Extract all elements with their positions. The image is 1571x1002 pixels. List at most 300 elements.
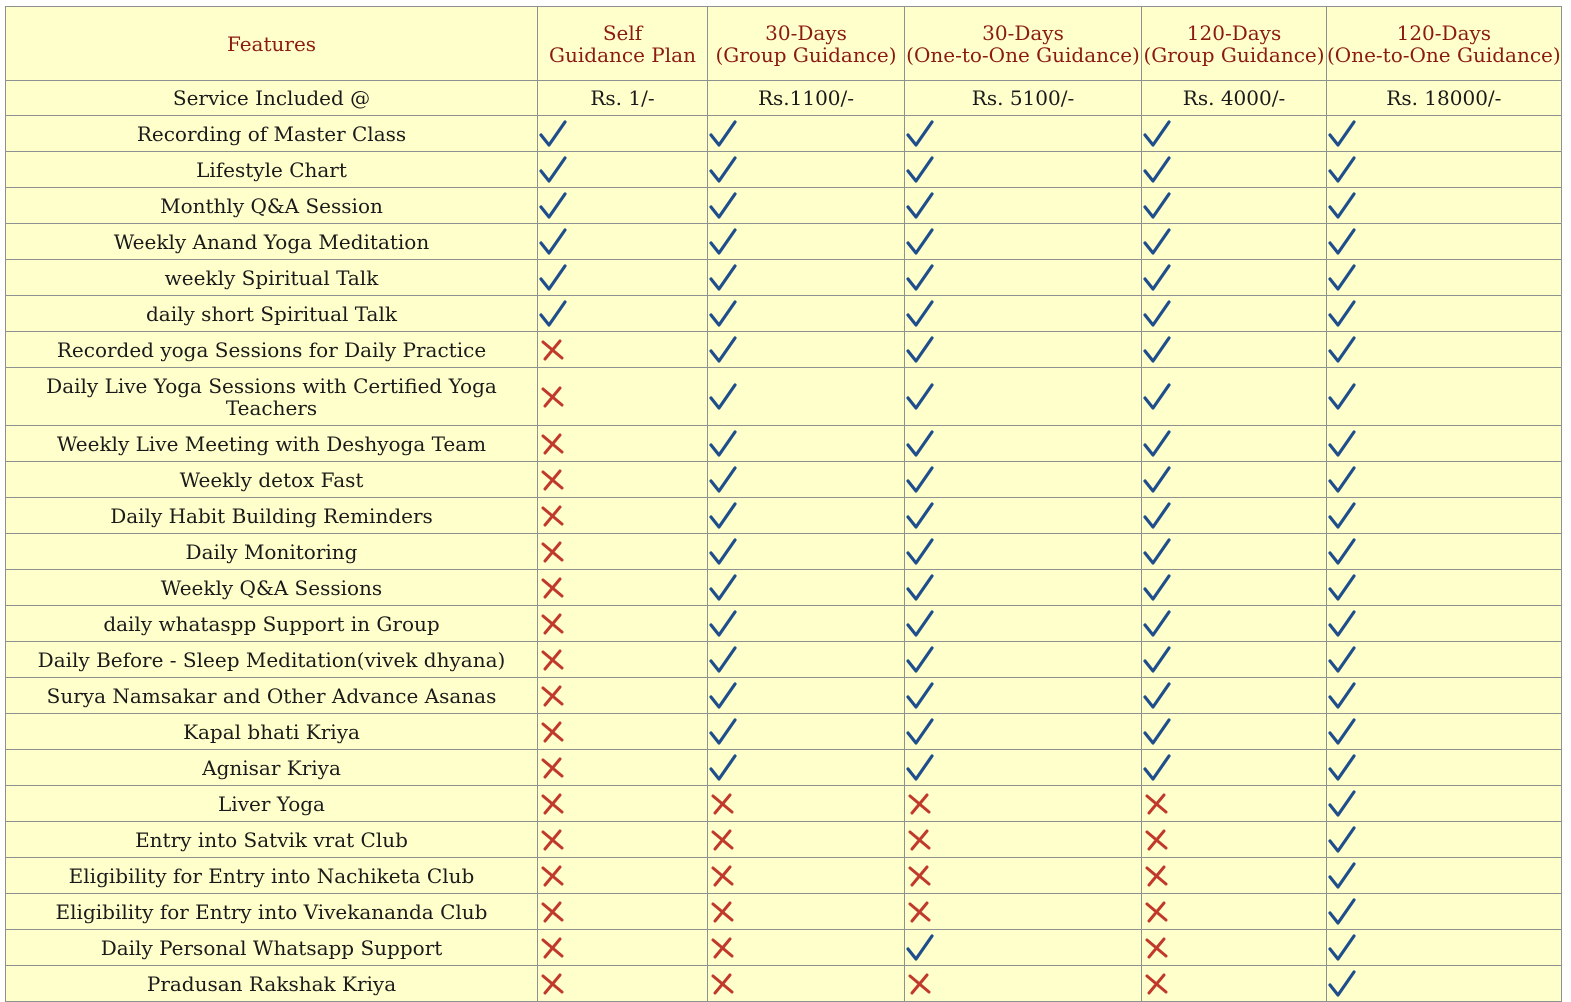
plan-mark-cell bbox=[1142, 570, 1327, 606]
plan-header-line1: 120-Days bbox=[1396, 20, 1492, 45]
feature-label: weekly Spiritual Talk bbox=[6, 260, 538, 296]
feature-label: Pradusan Rakshak Kriya bbox=[6, 966, 538, 1002]
plan-mark-cell bbox=[1142, 152, 1327, 188]
check-icon bbox=[905, 119, 935, 149]
plan-comparison-table bbox=[5, 6, 1562, 1002]
feature-label: Agnisar Kriya bbox=[6, 750, 538, 786]
plan-header-line1: 120-Days bbox=[1186, 20, 1282, 45]
plan-mark-cell bbox=[1327, 786, 1562, 822]
plan-header-line2: Guidance Plan bbox=[549, 42, 696, 67]
check-icon bbox=[905, 573, 935, 603]
plan-mark-cell bbox=[708, 368, 905, 426]
plan-mark-cell bbox=[905, 750, 1142, 786]
check-icon bbox=[905, 609, 935, 639]
plan-mark-cell bbox=[708, 786, 905, 822]
header-row bbox=[6, 7, 1562, 81]
check-icon bbox=[1327, 789, 1357, 819]
table-row bbox=[6, 966, 1562, 1002]
plan-mark-cell bbox=[905, 332, 1142, 368]
plan-mark-cell bbox=[538, 786, 708, 822]
check-icon bbox=[1327, 335, 1357, 365]
plan-mark-cell bbox=[1142, 332, 1327, 368]
plan-mark-cell bbox=[1142, 750, 1327, 786]
table-row bbox=[6, 368, 1562, 426]
cross-icon bbox=[1142, 897, 1172, 927]
check-icon bbox=[708, 227, 738, 257]
check-icon bbox=[1327, 155, 1357, 185]
plan-mark-cell bbox=[538, 534, 708, 570]
check-icon bbox=[1327, 897, 1357, 927]
plan-mark-cell bbox=[708, 858, 905, 894]
price-120-group: Rs. 4000/- bbox=[1142, 81, 1327, 116]
plan-mark-cell bbox=[1142, 462, 1327, 498]
feature-label: Daily Live Yoga Sessions with Certified Yoga Teachers bbox=[6, 368, 538, 426]
cross-icon bbox=[1142, 969, 1172, 999]
plan-mark-cell bbox=[1327, 188, 1562, 224]
table-row bbox=[6, 750, 1562, 786]
cross-icon bbox=[708, 825, 738, 855]
features-header: Features bbox=[6, 7, 538, 81]
plan-mark-cell bbox=[1142, 296, 1327, 332]
plan-mark-cell bbox=[538, 498, 708, 534]
plan-mark-cell bbox=[905, 678, 1142, 714]
check-icon bbox=[708, 537, 738, 567]
check-icon bbox=[905, 537, 935, 567]
plan-mark-cell bbox=[1142, 930, 1327, 966]
check-icon bbox=[905, 227, 935, 257]
plan-header-line1: 30-Days bbox=[765, 20, 847, 45]
check-icon bbox=[1142, 429, 1172, 459]
feature-label: Weekly Anand Yoga Meditation bbox=[6, 224, 538, 260]
cross-icon bbox=[905, 825, 935, 855]
table-row bbox=[6, 894, 1562, 930]
check-icon bbox=[905, 155, 935, 185]
feature-label: Eligibility for Entry into Nachiketa Club bbox=[6, 858, 538, 894]
check-icon bbox=[1327, 227, 1357, 257]
feature-label: Weekly Q&A Sessions bbox=[6, 570, 538, 606]
plan-header-line2: (Group Guidance) bbox=[715, 42, 897, 67]
check-icon bbox=[1327, 969, 1357, 999]
check-icon bbox=[1142, 155, 1172, 185]
check-icon bbox=[708, 299, 738, 329]
plan-mark-cell bbox=[538, 426, 708, 462]
plan-mark-cell bbox=[905, 426, 1142, 462]
check-icon bbox=[1142, 382, 1172, 412]
table-row bbox=[6, 786, 1562, 822]
price-120-one-to-one: Rs. 18000/- bbox=[1327, 81, 1562, 116]
check-icon bbox=[708, 573, 738, 603]
cross-icon bbox=[538, 501, 568, 531]
check-icon bbox=[905, 753, 935, 783]
table-row bbox=[6, 188, 1562, 224]
check-icon bbox=[1142, 717, 1172, 747]
plan-mark-cell bbox=[538, 224, 708, 260]
cross-icon bbox=[905, 861, 935, 891]
cross-icon bbox=[538, 717, 568, 747]
plan-mark-cell bbox=[905, 152, 1142, 188]
check-icon bbox=[1327, 681, 1357, 711]
check-icon bbox=[1142, 299, 1172, 329]
check-icon bbox=[1327, 645, 1357, 675]
check-icon bbox=[1327, 717, 1357, 747]
check-icon bbox=[708, 645, 738, 675]
price-self: Rs. 1/- bbox=[538, 81, 708, 116]
check-icon bbox=[1142, 609, 1172, 639]
plan-mark-cell bbox=[1142, 678, 1327, 714]
feature-label: Recorded yoga Sessions for Daily Practice bbox=[6, 332, 538, 368]
feature-label: Entry into Satvik vrat Club bbox=[6, 822, 538, 858]
plan-mark-cell bbox=[538, 678, 708, 714]
plan-header-self bbox=[538, 7, 708, 81]
plan-mark-cell bbox=[1142, 534, 1327, 570]
plan-mark-cell bbox=[708, 570, 905, 606]
check-icon bbox=[708, 191, 738, 221]
plan-mark-cell bbox=[1142, 786, 1327, 822]
plan-mark-cell bbox=[708, 332, 905, 368]
table-row bbox=[6, 498, 1562, 534]
table-row bbox=[6, 570, 1562, 606]
cross-icon bbox=[708, 933, 738, 963]
plan-mark-cell bbox=[1327, 296, 1562, 332]
table-row bbox=[6, 260, 1562, 296]
check-icon bbox=[708, 335, 738, 365]
plan-mark-cell bbox=[905, 498, 1142, 534]
cross-icon bbox=[538, 335, 568, 365]
check-icon bbox=[708, 717, 738, 747]
check-icon bbox=[1142, 573, 1172, 603]
check-icon bbox=[1142, 753, 1172, 783]
feature-label: daily short Spiritual Talk bbox=[6, 296, 538, 332]
plan-mark-cell bbox=[538, 930, 708, 966]
plan-mark-cell bbox=[1327, 534, 1562, 570]
plan-mark-cell bbox=[1327, 498, 1562, 534]
check-icon bbox=[1142, 645, 1172, 675]
plan-mark-cell bbox=[708, 260, 905, 296]
feature-rows bbox=[6, 116, 1562, 1002]
feature-label: Daily Monitoring bbox=[6, 534, 538, 570]
cross-icon bbox=[905, 897, 935, 927]
plan-mark-cell bbox=[538, 188, 708, 224]
table-row bbox=[6, 116, 1562, 152]
plan-mark-cell bbox=[905, 966, 1142, 1002]
plan-mark-cell bbox=[1142, 714, 1327, 750]
cross-icon bbox=[538, 573, 568, 603]
plan-mark-cell bbox=[1142, 368, 1327, 426]
cross-icon bbox=[905, 969, 935, 999]
plan-mark-cell bbox=[538, 606, 708, 642]
check-icon bbox=[1327, 537, 1357, 567]
cross-icon bbox=[538, 645, 568, 675]
plan-mark-cell bbox=[905, 606, 1142, 642]
check-icon bbox=[538, 119, 568, 149]
check-icon bbox=[538, 227, 568, 257]
plan-mark-cell bbox=[1327, 894, 1562, 930]
plan-mark-cell bbox=[1327, 606, 1562, 642]
check-icon bbox=[905, 263, 935, 293]
plan-mark-cell bbox=[708, 750, 905, 786]
feature-label: Monthly Q&A Session bbox=[6, 188, 538, 224]
table-row bbox=[6, 606, 1562, 642]
check-icon bbox=[708, 465, 738, 495]
plan-mark-cell bbox=[1142, 966, 1327, 1002]
cross-icon bbox=[708, 789, 738, 819]
cross-icon bbox=[538, 753, 568, 783]
check-icon bbox=[708, 155, 738, 185]
price-30-group: Rs.1100/- bbox=[708, 81, 905, 116]
plan-header-120-one-to-one bbox=[1327, 7, 1562, 81]
check-icon bbox=[708, 429, 738, 459]
plan-mark-cell bbox=[708, 426, 905, 462]
plan-mark-cell bbox=[1327, 750, 1562, 786]
feature-label: Kapal bhati Kriya bbox=[6, 714, 538, 750]
plan-mark-cell bbox=[538, 332, 708, 368]
cross-icon bbox=[538, 429, 568, 459]
comparison-table-wrapper bbox=[5, 6, 1562, 1002]
plan-header-line1: Self bbox=[602, 20, 643, 45]
plan-header-30-one-to-one bbox=[905, 7, 1142, 81]
table-row bbox=[6, 296, 1562, 332]
plan-mark-cell bbox=[1142, 822, 1327, 858]
feature-label: Daily Before - Sleep Meditation(vivek dhyana) bbox=[6, 642, 538, 678]
check-icon bbox=[708, 501, 738, 531]
plan-mark-cell bbox=[538, 894, 708, 930]
plan-mark-cell bbox=[1327, 426, 1562, 462]
plan-mark-cell bbox=[1327, 714, 1562, 750]
plan-mark-cell bbox=[538, 822, 708, 858]
table-row bbox=[6, 678, 1562, 714]
check-icon bbox=[1327, 382, 1357, 412]
plan-mark-cell bbox=[905, 296, 1142, 332]
cross-icon bbox=[538, 465, 568, 495]
plan-mark-cell bbox=[905, 534, 1142, 570]
cross-icon bbox=[538, 609, 568, 639]
cross-icon bbox=[538, 537, 568, 567]
check-icon bbox=[538, 263, 568, 293]
feature-label: Recording of Master Class bbox=[6, 116, 538, 152]
plan-mark-cell bbox=[1327, 642, 1562, 678]
plan-mark-cell bbox=[708, 152, 905, 188]
table-row bbox=[6, 714, 1562, 750]
table-row bbox=[6, 332, 1562, 368]
feature-label: Weekly detox Fast bbox=[6, 462, 538, 498]
plan-mark-cell bbox=[905, 368, 1142, 426]
cross-icon bbox=[1142, 825, 1172, 855]
plan-mark-cell bbox=[1142, 858, 1327, 894]
plan-mark-cell bbox=[1327, 116, 1562, 152]
plan-mark-cell bbox=[1142, 894, 1327, 930]
plan-mark-cell bbox=[1142, 188, 1327, 224]
plan-mark-cell bbox=[538, 462, 708, 498]
check-icon bbox=[905, 335, 935, 365]
plan-mark-cell bbox=[708, 678, 905, 714]
plan-mark-cell bbox=[708, 966, 905, 1002]
cross-icon bbox=[538, 825, 568, 855]
check-icon bbox=[1327, 465, 1357, 495]
plan-mark-cell bbox=[905, 930, 1142, 966]
table-row bbox=[6, 462, 1562, 498]
plan-mark-cell bbox=[1142, 116, 1327, 152]
plan-header-120-group bbox=[1142, 7, 1327, 81]
plan-mark-cell bbox=[708, 462, 905, 498]
feature-label: Daily Habit Building Reminders bbox=[6, 498, 538, 534]
plan-mark-cell bbox=[708, 224, 905, 260]
plan-mark-cell bbox=[905, 894, 1142, 930]
plan-mark-cell bbox=[905, 714, 1142, 750]
feature-label: Lifestyle Chart bbox=[6, 152, 538, 188]
check-icon bbox=[708, 382, 738, 412]
feature-label: Eligibility for Entry into Vivekananda Club bbox=[6, 894, 538, 930]
check-icon bbox=[905, 645, 935, 675]
cross-icon bbox=[538, 681, 568, 711]
check-icon bbox=[905, 382, 935, 412]
check-icon bbox=[1327, 933, 1357, 963]
plan-mark-cell bbox=[1327, 678, 1562, 714]
plan-mark-cell bbox=[1142, 606, 1327, 642]
check-icon bbox=[708, 681, 738, 711]
plan-mark-cell bbox=[905, 642, 1142, 678]
plan-mark-cell bbox=[1142, 642, 1327, 678]
feature-label: Surya Namsakar and Other Advance Asanas bbox=[6, 678, 538, 714]
plan-header-line2: (One-to-One Guidance) bbox=[906, 42, 1140, 67]
check-icon bbox=[1142, 537, 1172, 567]
check-icon bbox=[905, 465, 935, 495]
check-icon bbox=[708, 119, 738, 149]
check-icon bbox=[1327, 191, 1357, 221]
plan-mark-cell bbox=[538, 750, 708, 786]
check-icon bbox=[1327, 753, 1357, 783]
plan-mark-cell bbox=[708, 188, 905, 224]
plan-mark-cell bbox=[708, 606, 905, 642]
check-icon bbox=[1142, 681, 1172, 711]
check-icon bbox=[1142, 335, 1172, 365]
plan-mark-cell bbox=[708, 642, 905, 678]
table-row bbox=[6, 822, 1562, 858]
check-icon bbox=[1142, 191, 1172, 221]
check-icon bbox=[1327, 825, 1357, 855]
check-icon bbox=[905, 191, 935, 221]
plan-mark-cell bbox=[905, 188, 1142, 224]
plan-mark-cell bbox=[538, 152, 708, 188]
feature-label: Daily Personal Whatsapp Support bbox=[6, 930, 538, 966]
plan-mark-cell bbox=[905, 224, 1142, 260]
check-icon bbox=[905, 933, 935, 963]
table-row bbox=[6, 930, 1562, 966]
plan-mark-cell bbox=[905, 260, 1142, 296]
plan-header-30-group bbox=[708, 7, 905, 81]
feature-label: Weekly Live Meeting with Deshyoga Team bbox=[6, 426, 538, 462]
check-icon bbox=[905, 681, 935, 711]
feature-label: daily whataspp Support in Group bbox=[6, 606, 538, 642]
plan-mark-cell bbox=[538, 296, 708, 332]
cross-icon bbox=[538, 382, 568, 412]
plan-mark-cell bbox=[905, 786, 1142, 822]
check-icon bbox=[1142, 119, 1172, 149]
plan-mark-cell bbox=[905, 822, 1142, 858]
check-icon bbox=[1327, 119, 1357, 149]
check-icon bbox=[538, 299, 568, 329]
plan-mark-cell bbox=[905, 570, 1142, 606]
plan-mark-cell bbox=[1327, 462, 1562, 498]
plan-mark-cell bbox=[708, 930, 905, 966]
plan-mark-cell bbox=[538, 570, 708, 606]
check-icon bbox=[1327, 501, 1357, 531]
plan-mark-cell bbox=[538, 642, 708, 678]
cross-icon bbox=[1142, 933, 1172, 963]
table-row bbox=[6, 426, 1562, 462]
check-icon bbox=[538, 155, 568, 185]
check-icon bbox=[708, 609, 738, 639]
feature-label: Liver Yoga bbox=[6, 786, 538, 822]
plan-mark-cell bbox=[708, 714, 905, 750]
cross-icon bbox=[1142, 789, 1172, 819]
plan-mark-cell bbox=[1327, 858, 1562, 894]
cross-icon bbox=[905, 789, 935, 819]
plan-mark-cell bbox=[1327, 966, 1562, 1002]
plan-mark-cell bbox=[1327, 368, 1562, 426]
plan-header-line2: (One-to-One Guidance) bbox=[1327, 42, 1561, 67]
check-icon bbox=[708, 263, 738, 293]
table-row bbox=[6, 858, 1562, 894]
cross-icon bbox=[708, 861, 738, 891]
plan-mark-cell bbox=[708, 894, 905, 930]
plan-header-line1: 30-Days bbox=[982, 20, 1064, 45]
plan-mark-cell bbox=[1327, 822, 1562, 858]
cross-icon bbox=[538, 861, 568, 891]
check-icon bbox=[1327, 609, 1357, 639]
plan-mark-cell bbox=[1142, 426, 1327, 462]
cross-icon bbox=[708, 969, 738, 999]
plan-mark-cell bbox=[1142, 224, 1327, 260]
plan-mark-cell bbox=[708, 534, 905, 570]
cross-icon bbox=[538, 933, 568, 963]
plan-mark-cell bbox=[1327, 152, 1562, 188]
plan-mark-cell bbox=[708, 498, 905, 534]
plan-mark-cell bbox=[1327, 332, 1562, 368]
plan-mark-cell bbox=[708, 116, 905, 152]
plan-mark-cell bbox=[1142, 260, 1327, 296]
check-icon bbox=[708, 753, 738, 783]
cross-icon bbox=[538, 969, 568, 999]
service-included-label: Service Included @ bbox=[6, 81, 538, 116]
check-icon bbox=[1327, 299, 1357, 329]
cross-icon bbox=[1142, 861, 1172, 891]
price-30-one-to-one: Rs. 5100/- bbox=[905, 81, 1142, 116]
check-icon bbox=[1327, 861, 1357, 891]
plan-mark-cell bbox=[538, 368, 708, 426]
check-icon bbox=[1142, 501, 1172, 531]
check-icon bbox=[1327, 429, 1357, 459]
table-row bbox=[6, 534, 1562, 570]
check-icon bbox=[1142, 227, 1172, 257]
plan-mark-cell bbox=[1142, 498, 1327, 534]
table-row bbox=[6, 152, 1562, 188]
table-row bbox=[6, 642, 1562, 678]
cross-icon bbox=[538, 897, 568, 927]
check-icon bbox=[905, 501, 935, 531]
plan-mark-cell bbox=[905, 116, 1142, 152]
plan-mark-cell bbox=[905, 462, 1142, 498]
check-icon bbox=[905, 429, 935, 459]
plan-mark-cell bbox=[538, 966, 708, 1002]
plan-mark-cell bbox=[905, 858, 1142, 894]
check-icon bbox=[1142, 465, 1172, 495]
table-row bbox=[6, 224, 1562, 260]
plan-header-line2: (Group Guidance) bbox=[1143, 42, 1325, 67]
plan-mark-cell bbox=[708, 296, 905, 332]
plan-mark-cell bbox=[1327, 930, 1562, 966]
plan-mark-cell bbox=[1327, 260, 1562, 296]
cross-icon bbox=[538, 789, 568, 819]
